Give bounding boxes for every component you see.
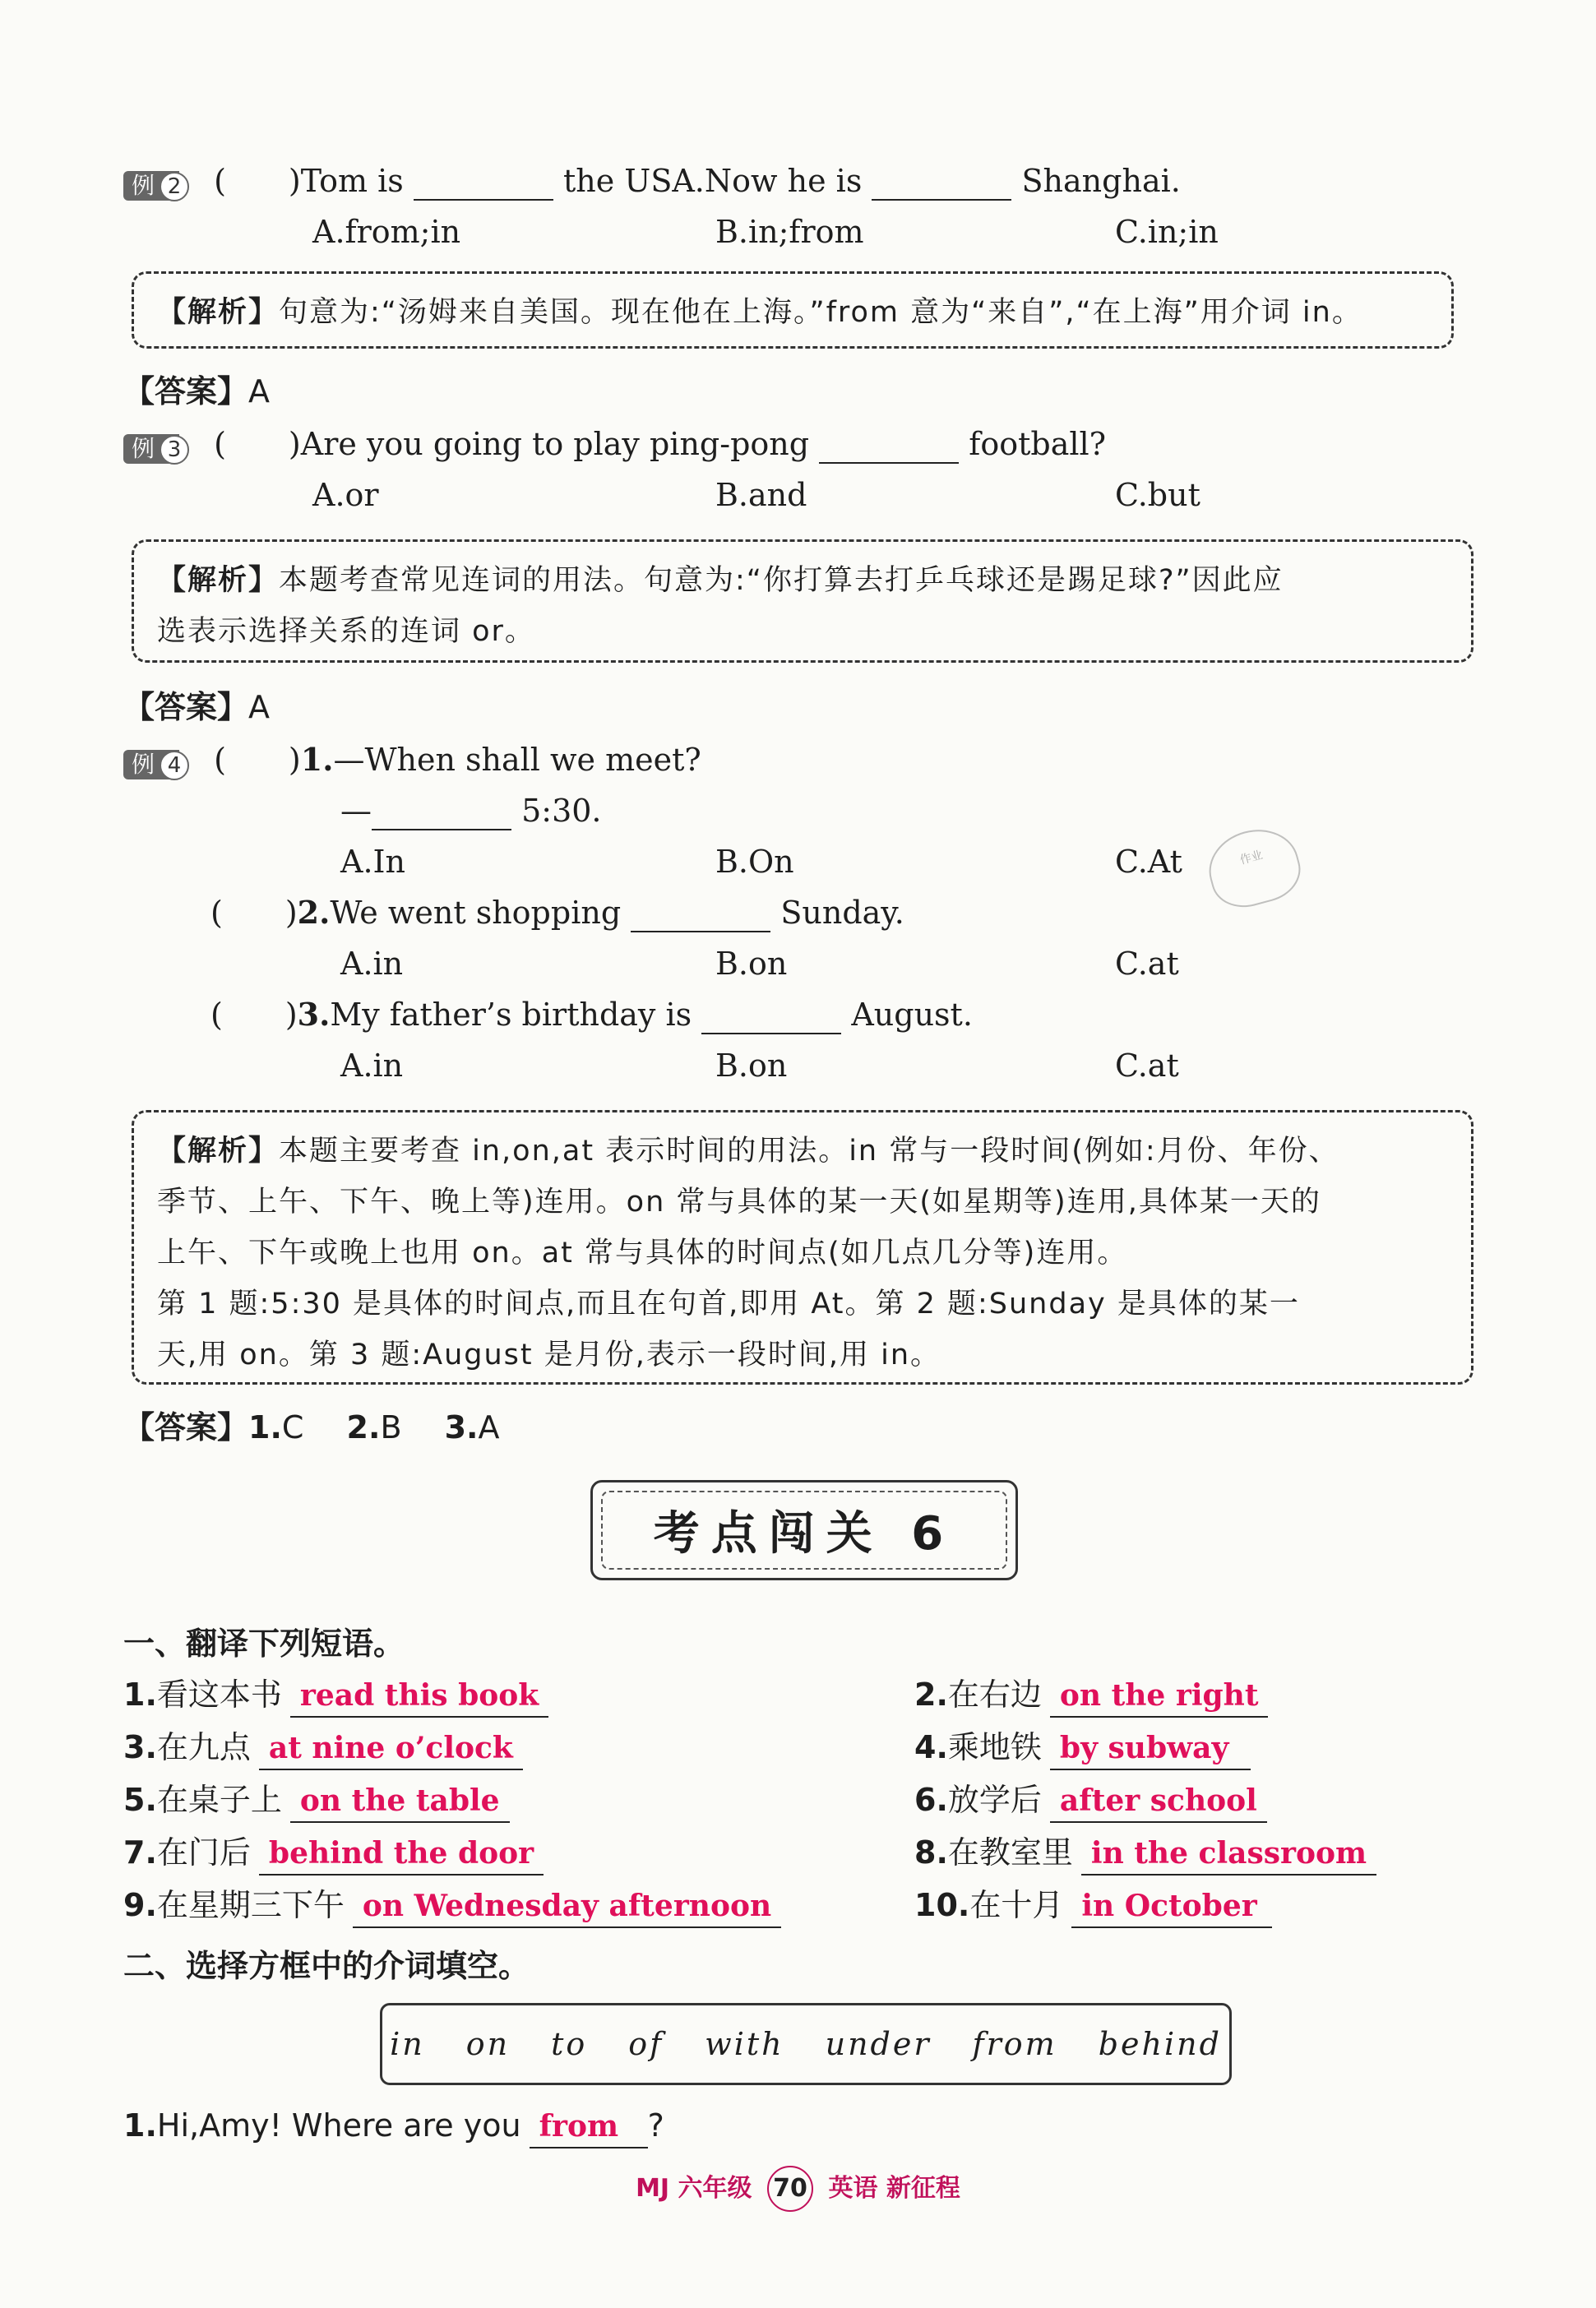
example-2-question: 例 2 ( )Tom is the USA.Now he is Shanghai. <box>123 161 1181 201</box>
word: from <box>972 2026 1057 2062</box>
option-c: C.in;in <box>1115 214 1219 250</box>
example-4-q1: 例 4 ( )1.—When shall we meet? <box>123 740 701 779</box>
example-badge: 例 2 <box>123 171 179 201</box>
phrase-item: 2.在右边 on the right <box>914 1674 1268 1718</box>
section-title: 考点闯关 6 <box>653 1507 955 1561</box>
example-4-q3: ( )3.My father’s birthday is August. <box>210 996 973 1033</box>
word-bank <box>380 2003 1232 2085</box>
example-3-question: 例 3 ( )Are you going to play ping-pong football? <box>123 424 1106 464</box>
phrase-item: 1.看这本书 read this book <box>123 1674 548 1718</box>
word: to <box>551 2026 588 2062</box>
option-c: C.at <box>1115 1048 1179 1084</box>
phrase-item: 9.在星期三下午 on Wednesday afternoon <box>123 1885 781 1928</box>
option-a: A.from;in <box>312 214 461 250</box>
phrase-item: 5.在桌子上 on the table <box>123 1779 510 1823</box>
word: of <box>628 2026 664 2062</box>
option-c: C.At <box>1115 844 1182 880</box>
option-b: B.and <box>715 477 807 513</box>
word: in <box>390 2026 425 2062</box>
section-title-box <box>590 1480 1018 1580</box>
option-a: A.in <box>340 1048 404 1084</box>
example-badge: 例 3 <box>123 434 179 464</box>
page-footer: MJ 六年级 70 英语 新征程 <box>0 2166 1596 2212</box>
option-b: B.in;from <box>715 214 864 250</box>
option-c: C.at <box>1115 946 1179 982</box>
option-b: B.on <box>715 946 788 982</box>
page-number: 70 <box>767 2166 813 2212</box>
answer-line: 【答案】1.C 2.B 3.A <box>123 1409 500 1445</box>
word: with <box>705 2026 784 2062</box>
option-a: A.or <box>312 477 379 513</box>
part1-heading: 一、翻译下列短语。 <box>123 1626 405 1662</box>
example-4-q1-reply: — 5:30. <box>340 793 602 829</box>
analysis-box: 【解析】句意为:“汤姆来自美国。现在他在上海。”from 意为“来自”,“在上海”用介词 in。 <box>132 271 1454 349</box>
phrase-item: 10.在十月 in October <box>914 1885 1272 1928</box>
analysis-box: 【解析】本题主要考查 in,on,at 表示时间的用法。in 常与一段时间(例如:月份、年份、 季节、上午、下午、晚上等)连用。on 常与具体的某一天(如星期等)连用,具体某一天的 上午、下午或晚上也用 on。at 常与具体的时间点(如几点几分等)连用。 第 1 题:5:30 是具体的时间点,而且在句首,即用 At。第 2 题:Sunday 是具体的某一 天,用 on。第 3 题:August 是月份,表示一段时间,用 in。 <box>132 1110 1473 1385</box>
phrase-item: 8.在教室里 in the classroom <box>914 1832 1376 1876</box>
phrase-item: 3.在九点 at nine o’clock <box>123 1727 523 1770</box>
part2-heading: 二、选择方框中的介词填空。 <box>123 1948 530 1984</box>
option-b: B.on <box>715 1048 788 1084</box>
analysis-box: 【解析】本题考查常见连词的用法。句意为:“你打算去打乒乓球还是踢足球?”因此应 选表示选择关系的连词 or。 <box>132 539 1473 663</box>
example-4-q2: ( )2.We went shopping Sunday. <box>210 894 904 931</box>
word: under <box>825 2026 932 2062</box>
phrase-item: 7.在门后 behind the door <box>123 1832 544 1876</box>
option-b: B.On <box>715 844 794 880</box>
phrase-item: 4.乘地铁 by subway <box>914 1727 1251 1770</box>
phrase-item: 6.放学后 after school <box>914 1779 1267 1823</box>
option-a: A.in <box>340 946 404 982</box>
stamp-logo: 作业 <box>1200 820 1307 914</box>
fill-question: 1.Hi,Amy! Where are you from ? <box>123 2105 664 2148</box>
answer-line: 【答案】A <box>123 689 271 725</box>
word: behind <box>1098 2026 1222 2062</box>
answer-line: 【答案】A <box>123 373 271 409</box>
option-c: C.but <box>1115 477 1200 513</box>
option-a: A.In <box>340 844 406 880</box>
example-badge: 例 4 <box>123 750 179 779</box>
word: on <box>465 2026 511 2062</box>
